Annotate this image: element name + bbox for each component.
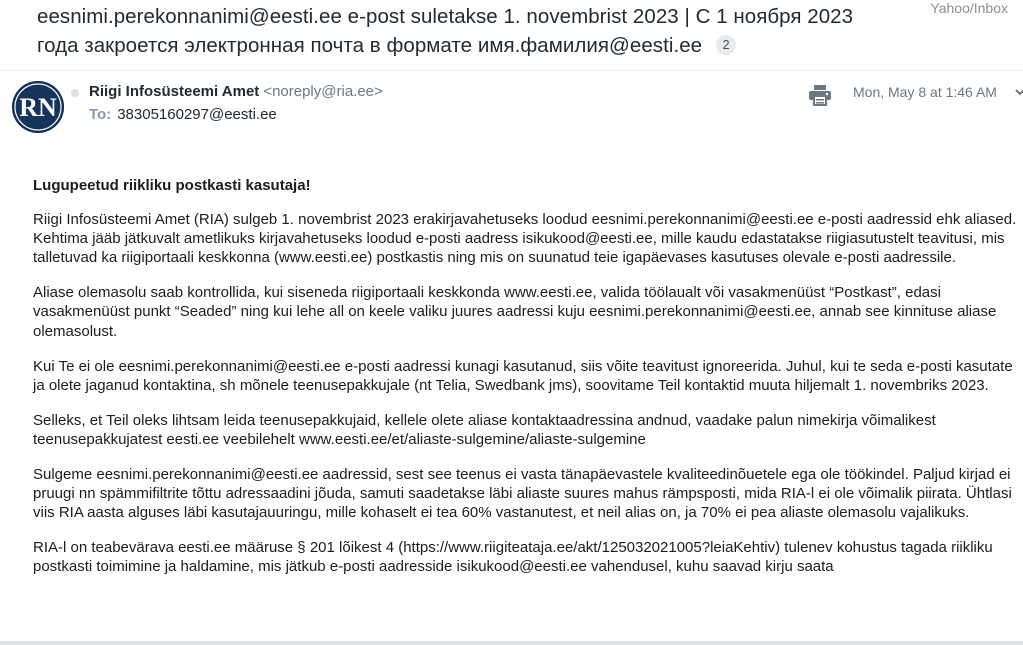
read-status-dot[interactable] (71, 89, 79, 97)
subject-text: eesnimi.perekonnanimi@eesti.ee e-post suletakse 1. novembrist 2023 | С 1 ноября 2023 года закроется электронная почта в формате имя.фамилия@eesti.ee (37, 5, 854, 57)
sender-name[interactable]: Riigi Infosüsteemi Amet (89, 83, 260, 100)
email-subject (37, 2, 857, 60)
sender-email: <noreply@ria.ee> (263, 83, 383, 100)
message-count-badge: 2 (716, 35, 736, 55)
avatar (12, 81, 64, 133)
body-paragraph: Kui Te ei ole eesnimi.perekonnanimi@eesti.ee e-posti aadressi kunagi kasutanud, siis võite teavitust ignoreerida. Juhul, kui te seda e-posti kasutate ja olete jaganud kontaktina, sh mõnele teenusepakkujale (nt Telia, Swedbank jms), soovitame Teil kontaktid muuta hiljemalt 1. novembriks 2023. (33, 357, 1013, 394)
body-paragraph: Sulgeme eesnimi.perekonnanimi@eesti.ee aadressid, sest see teenus ei vasta tänapäevastele kvaliteedinõuetele ega ole töökindel. Paljud kirjad ei pruugi nn spämmifiltrite tõttu adressaadini jõuda, samuti saadetakse läbi aliaste suures mahus rämpsposti, mida RIA-l ei ole võimalik piirata. Ühtlasi viis RIA aasta alguses läbi kasutajauuringu, mille kohaselt ei tea 60% vastanutest, et neil alias on, ja 70% ei pea aliaste olemasolu vajalikuks. (33, 465, 1012, 522)
horizontal-scrollbar[interactable] (0, 641, 1023, 645)
avatar-initials: RN (19, 93, 57, 122)
body-paragraph: RIA-l on teabevärava eesti.ee määruse § 201 lõikest 4 (https://www.riigiteataja.ee/akt/125032021005?leiaKehtiv) tulenev kohustus tagada riikliku postkasti toimimine ja haldamine, mis jätkub e-posti aadresside isikukood@eesti.ee vahendusel, kuhu saavad kirju saata (33, 539, 993, 576)
sender-line (89, 83, 383, 100)
header-divider (0, 70, 1023, 71)
recipient-line (89, 106, 277, 123)
body-paragraph: Selleks, et Teil oleks lihtsam leida teenusepakkujaid, kellele olete aliase kontaktaadressina andnud, vaadake palun nimekirja võimalikest teenusepakkujatest eesti.ee veebilehelt www.eesti.ee/et/aliaste-sulgemine/aliaste-sulgemine (33, 411, 936, 448)
body-paragraph: Riigi Infosüsteemi Amet (RIA) sulgeb 1. novembrist 2023 erakirjavahetuseks loodud eesnimi.perekonnanimi@eesti.ee e-posti aadressid ehk aliased. Kehtima jääb jätkuvalt ametlikuks kirjavahetuseks loodud e-posti aadress isikukood@eesti.ee, mille kaudu edastatakse riigiasutustelt teavitusi, mis talletuvad ka riigiportaali keskkonna (www.eesti.ee) postkastis ning mis on suunatud teie igapäevases kasutuses olevale e-posti aadressile. (33, 210, 1017, 267)
print-button[interactable] (808, 84, 832, 106)
print-icon (808, 84, 832, 106)
to-label: To: (89, 106, 112, 123)
more-icon (1014, 85, 1023, 99)
greeting: Lugupeetud riikliku postkasti kasutaja! (33, 177, 311, 194)
recipient-email[interactable]: 38305160297@eesti.ee (117, 106, 277, 123)
folder-label[interactable]: Yahoo/Inbox (930, 0, 1008, 16)
email-body (33, 176, 1023, 592)
body-paragraph: Aliase olemasolu saab kontrollida, kui siseneda riigiportaali keskkonda www.eesti.ee, valida töölaualt või vasakmenüüst “Postkast”, edasi vasakmenüüst punkt “Seaded” ning kui lehe all on keele valiku juures aadressi kuju eesnimi.perekonnanimi@eesti.ee, annab see kinnituse aliase olemasolust. (33, 284, 997, 340)
message-date: Mon, May 8 at 1:46 AM (853, 84, 997, 100)
more-actions-button[interactable] (1014, 85, 1023, 99)
